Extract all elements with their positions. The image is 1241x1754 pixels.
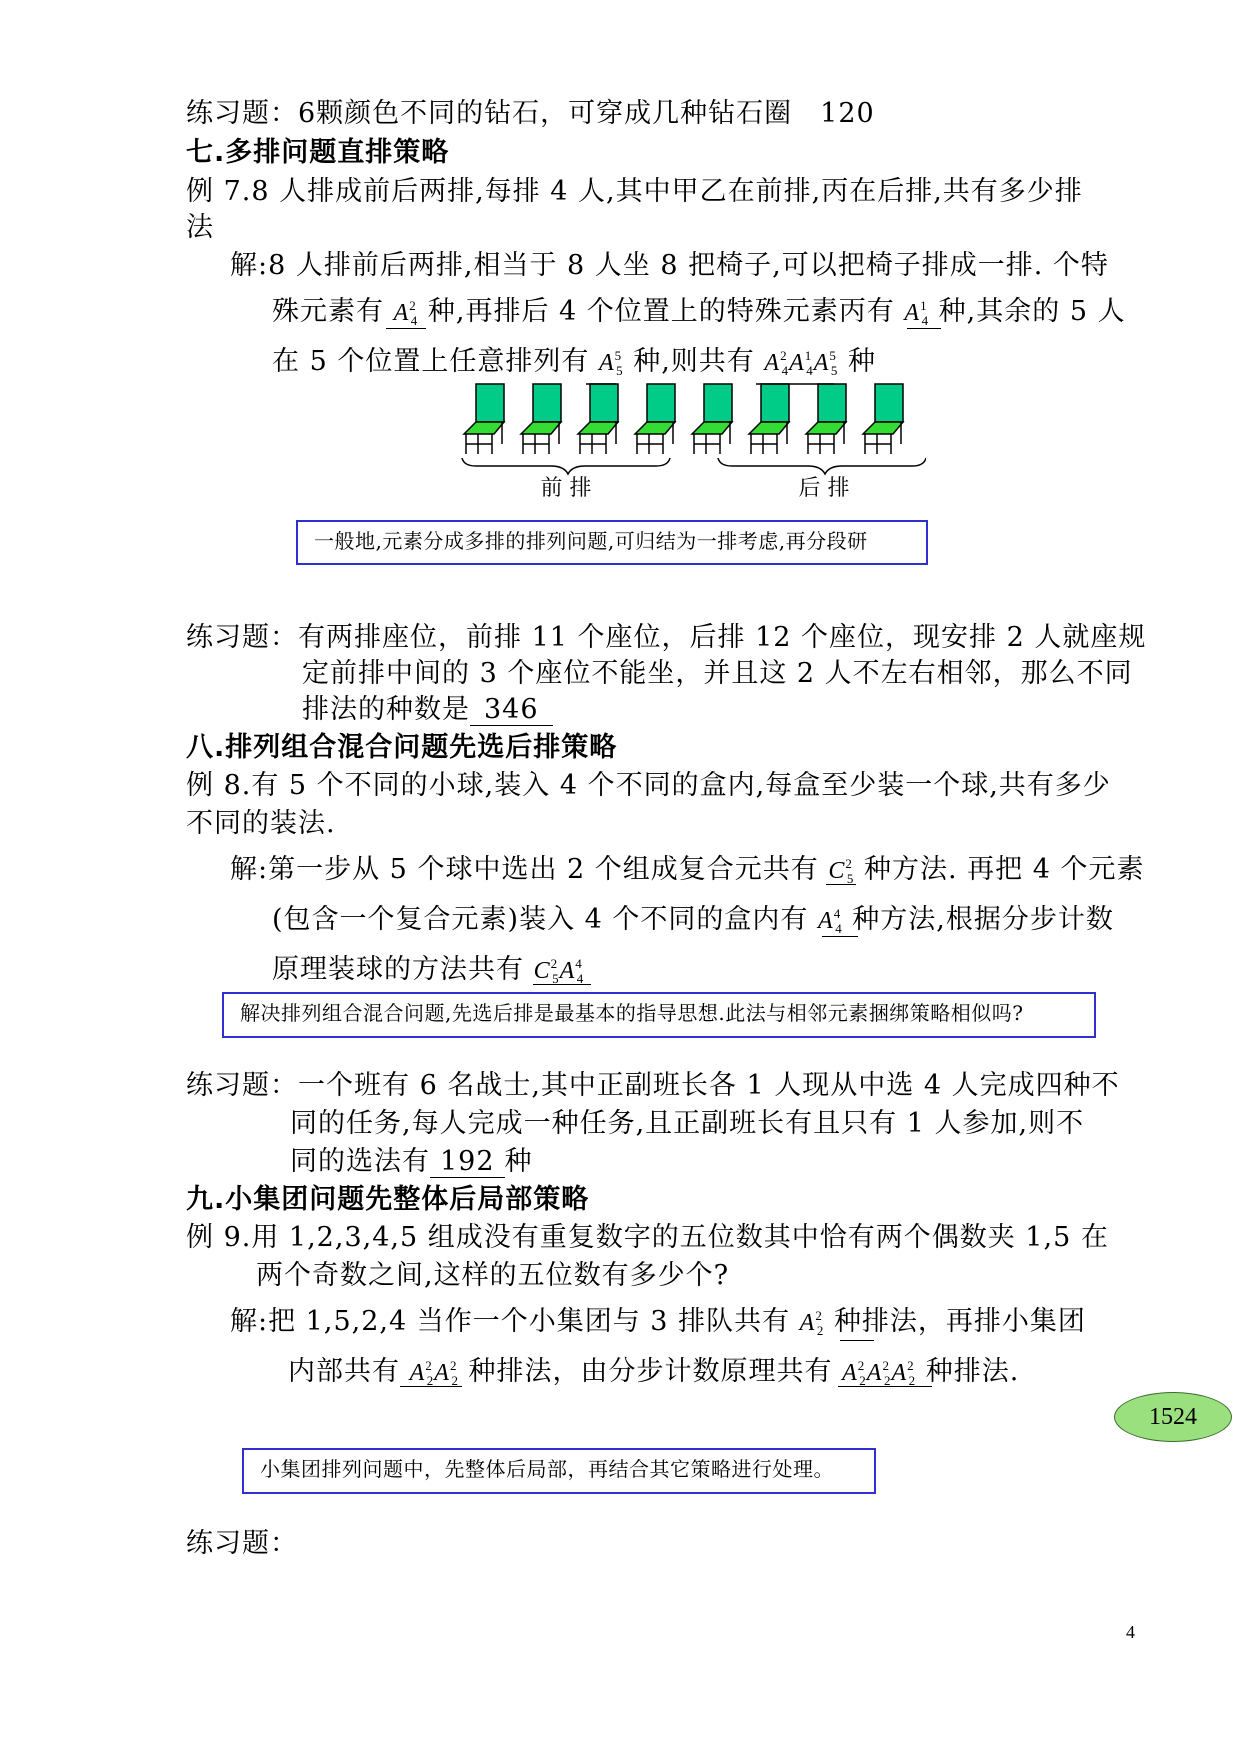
note-box-8: 解决排列组合混合问题,先选后排是最基本的指导思想.此法与相邻元素捆绑策略相似吗? (222, 992, 1096, 1038)
solution-9-line2: 内部共有 $A^2_2A^2_2$ 种排法，由分步计数原理共有 $A^2_2A^2_2A^2_2$ 种排法. (288, 1356, 1020, 1388)
math-A41: $A^1_4$ (904, 298, 930, 328)
overline-A44 (826, 884, 856, 885)
back-row-label: 后 排 (798, 476, 850, 501)
example-7-line2: 法 (186, 212, 214, 243)
math-C52-A44: $C^2_5A^4_4$ (533, 956, 585, 986)
chair-5 (692, 384, 732, 454)
underline-A41 (907, 328, 941, 329)
note-box-7: 一般地,元素分成多排的排列问题,可归结为一排考虑,再分段研 (296, 520, 928, 565)
practice-7-line1: 练习题：有两排座位，前排 11 个座位，后排 12 个座位，现安排 2 人就座规 (186, 622, 1147, 653)
page-number: 4 (1126, 1622, 1135, 1642)
math-A44: $A^4_4$ (818, 906, 843, 936)
practice-7-answer: 346 (470, 695, 553, 726)
chair-3 (578, 384, 618, 454)
answer-badge: 1524 (1114, 1392, 1232, 1442)
math-A22-A22-A22: $A^2_2A^2_2A^2_2$ (842, 1358, 917, 1388)
chair-2 (521, 384, 561, 454)
practice-7-line3: 排法的种数是 346 (302, 692, 553, 728)
practice-8-answer: 192 (430, 1147, 505, 1178)
solution-7-line2: 殊元素有 $A^2_4$ 种,再排后 4 个位置上的特殊元素丙有 $A^1_4$ 种,其余的 5 人 (272, 296, 1126, 328)
practice-9: 练习题： (186, 1528, 298, 1559)
math-A42-A41-A55: $A^2_4A^1_4A^5_5$ (764, 348, 839, 378)
underline-A42 (386, 328, 426, 329)
overline-A22 (840, 1340, 874, 1341)
math-A42: $A^2_4$ (393, 298, 419, 328)
math-A55: $A^5_5$ (598, 348, 624, 378)
solution-9-line1: 解:把 1,5,2,4 当作一个小集团与 3 排队共有 $A^2_2$ 种排法，再排小集团 (230, 1306, 1086, 1338)
example-8-line2: 不同的装法. (186, 808, 336, 839)
chair-8 (863, 384, 903, 454)
solution-7-line1: 解:8 人排前后两排,相当于 8 人坐 8 把椅子,可以把椅子排成一排. 个特 (230, 250, 1109, 281)
heading-8: 八.排列组合混合问题先选后排策略 (186, 732, 618, 763)
note-box-9: 小集团排列问题中，先整体后局部，再结合其它策略进行处理。 (242, 1448, 876, 1494)
math-A22-A22: $A^2_2A^2_2$ (409, 1358, 459, 1388)
example-9-line1: 例 9.用 1,2,3,4,5 组成没有重复数字的五位数其中恰有两个偶数夹 1,5 在 (186, 1222, 1109, 1253)
example-7-line1: 例 7.8 人排成前后两排,每排 4 人,其中甲乙在前排,丙在后排,共有多少排 (186, 176, 1083, 207)
practice-8-line2: 同的任务,每人完成一种任务,且正副班长有且只有 1 人参加,则不 (290, 1108, 1085, 1139)
heading-9: 九.小集团问题先整体后局部策略 (186, 1184, 590, 1215)
underline-A44 (822, 936, 858, 937)
practice-8-line1: 练习题：一个班有 6 名战士,其中正副班长各 1 人现从中选 4 人完成四种不 (186, 1070, 1120, 1101)
heading-7: 七.多排问题直排策略 (186, 137, 450, 168)
back-brace (718, 458, 926, 474)
chair-6 (749, 384, 789, 454)
chairs-figure (456, 378, 926, 503)
front-row-label: 前 排 (540, 476, 592, 501)
solution-8-line3: 原理装球的方法共有 $C^2_5A^4_4$ (272, 954, 585, 986)
math-A22: $A^2_2$ (799, 1308, 825, 1338)
underline-A22A22 (400, 1386, 462, 1387)
solution-8-line2: (包含一个复合元素)装入 4 个不同的盒内有 $A^4_4$ 种方法,根据分步计数 (272, 904, 1114, 936)
front-brace (462, 458, 670, 474)
underline-C52A44 (533, 984, 591, 985)
underline-A22A22A22 (838, 1386, 932, 1387)
practice-7-line2: 定前排中间的 3 个座位不能坐，并且这 2 人不左右相邻，那么不同 (302, 658, 1133, 689)
solution-7-line3: 在 5 个位置上任意排列有 $A^5_5$ 种,则共有 $A^2_4A^1_4A^5_5$ 种 (272, 346, 876, 378)
chair-7 (806, 384, 846, 454)
example-9-line2: 两个奇数之间,这样的五位数有多少个? (256, 1260, 730, 1291)
solution-8-line1: 解:第一步从 5 个球中选出 2 个组成复合元共有 $C^2_5$ 种方法. 再把 4 个元素 (230, 854, 1145, 886)
example-8-line1: 例 8.有 5 个不同的小球,装入 4 个不同的盒内,每盒至少装一个球,共有多少 (186, 770, 1111, 801)
chair-4 (635, 384, 675, 454)
math-C52: $C^2_5$ (828, 856, 855, 886)
practice-8-line3: 同的选法有 192 种 (290, 1146, 533, 1177)
practice-diamond: 练习题：6颗颜色不同的钻石，可穿成几种钻石圈 120 (186, 98, 875, 129)
chair-1 (464, 384, 504, 454)
chairs-svg (456, 378, 926, 503)
